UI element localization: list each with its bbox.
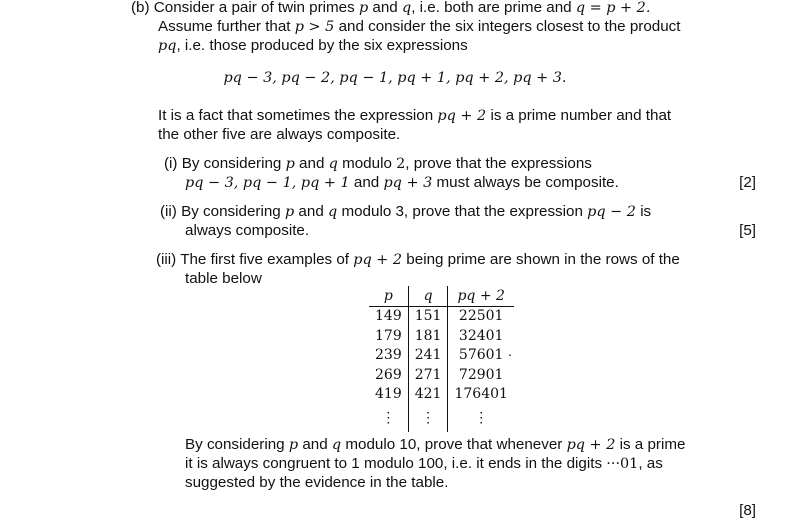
- part-i-line-2: pq − 3, pq − 1, pq + 1 and pq + 3 must always be composite.: [185, 174, 619, 191]
- part-iii-para-line-2: it is always congruent to 1 modulo 100, i.e. it ends in the digits ···01, as: [185, 455, 663, 472]
- table-ellipsis-row: [369, 404, 514, 432]
- table-trailing-dot: .: [508, 343, 512, 359]
- table-row: [369, 346, 514, 366]
- table-row: [369, 306, 514, 326]
- header-pq-plus-2: pq + 2: [457, 287, 505, 304]
- part-ii-line-2: always composite.: [185, 222, 310, 239]
- part-b-line-1: (b) Consider a pair of twin primes p and q, i.e. both are prime and q = p + 2.: [131, 0, 651, 16]
- ellipsis-q: ⋮: [408, 404, 448, 432]
- part-iii-para-line-3: suggested by the evidence in the table.: [185, 474, 449, 491]
- marks-iii: [8]: [739, 502, 756, 519]
- fact-line-1: It is a fact that sometimes the expression pq + 2 is a prime number and that: [158, 107, 672, 124]
- cell-p: 419: [369, 385, 408, 405]
- ellipsis-pq2: ⋮: [474, 410, 489, 426]
- part-ii-label: (ii): [160, 203, 177, 220]
- part-ii-line-1: (ii) By considering p and q modulo 3, prove that the expression pq − 2 is: [160, 203, 652, 220]
- ellipsis-p: ⋮: [369, 404, 408, 432]
- cell-pq2: 72901: [458, 366, 504, 383]
- part-iii-para-line-1: By considering p and q modulo 10, prove that whenever pq + 2 is a prime: [185, 436, 686, 453]
- cell-pq2: 22501: [458, 308, 504, 325]
- cell-p: 179: [369, 326, 408, 346]
- part-i-label: (i): [164, 155, 178, 172]
- table-row: [369, 326, 514, 346]
- cell-q: 151: [408, 306, 448, 326]
- cell-p: 269: [369, 365, 408, 385]
- table-header-row: [369, 286, 514, 306]
- marks-ii: [5]: [739, 222, 756, 239]
- marks-i: [2]: [739, 174, 756, 191]
- twin-prime-table: [369, 286, 514, 432]
- cell-q: 241: [408, 346, 448, 366]
- cell-q: 181: [408, 326, 448, 346]
- cell-q: 421: [408, 385, 448, 405]
- part-b-label: (b): [131, 0, 150, 16]
- header-p: p: [369, 286, 408, 306]
- cell-pq2: 57601: [458, 347, 504, 364]
- part-iii-line-2: table below: [185, 270, 262, 287]
- cell-p: 239: [369, 346, 408, 366]
- table-row: [369, 385, 514, 405]
- six-expressions: pq − 3, pq − 2, pq − 1, pq + 1, pq + 2, pq + 3.: [223, 70, 567, 86]
- part-i-line-1: (i) By considering p and q modulo 2, prove that the expressions: [164, 155, 592, 172]
- part-b-line-2: Assume further that p > 5 and consider the six integers closest to the product: [158, 18, 681, 35]
- header-q: q: [408, 286, 448, 306]
- part-b-line-3: pq, i.e. those produced by the six expressions: [158, 37, 468, 54]
- cell-pq2: 176401: [454, 386, 508, 403]
- cell-q: 271: [408, 365, 448, 385]
- cell-pq2: 32401: [458, 327, 504, 344]
- fact-line-2: the other five are always composite.: [158, 126, 401, 143]
- part-iii-line-1: (iii) The first five examples of pq + 2 being prime are shown in the rows of the: [156, 251, 680, 268]
- part-iii-label: (iii): [156, 251, 177, 268]
- cell-p: 149: [369, 306, 408, 326]
- table-row: [369, 365, 514, 385]
